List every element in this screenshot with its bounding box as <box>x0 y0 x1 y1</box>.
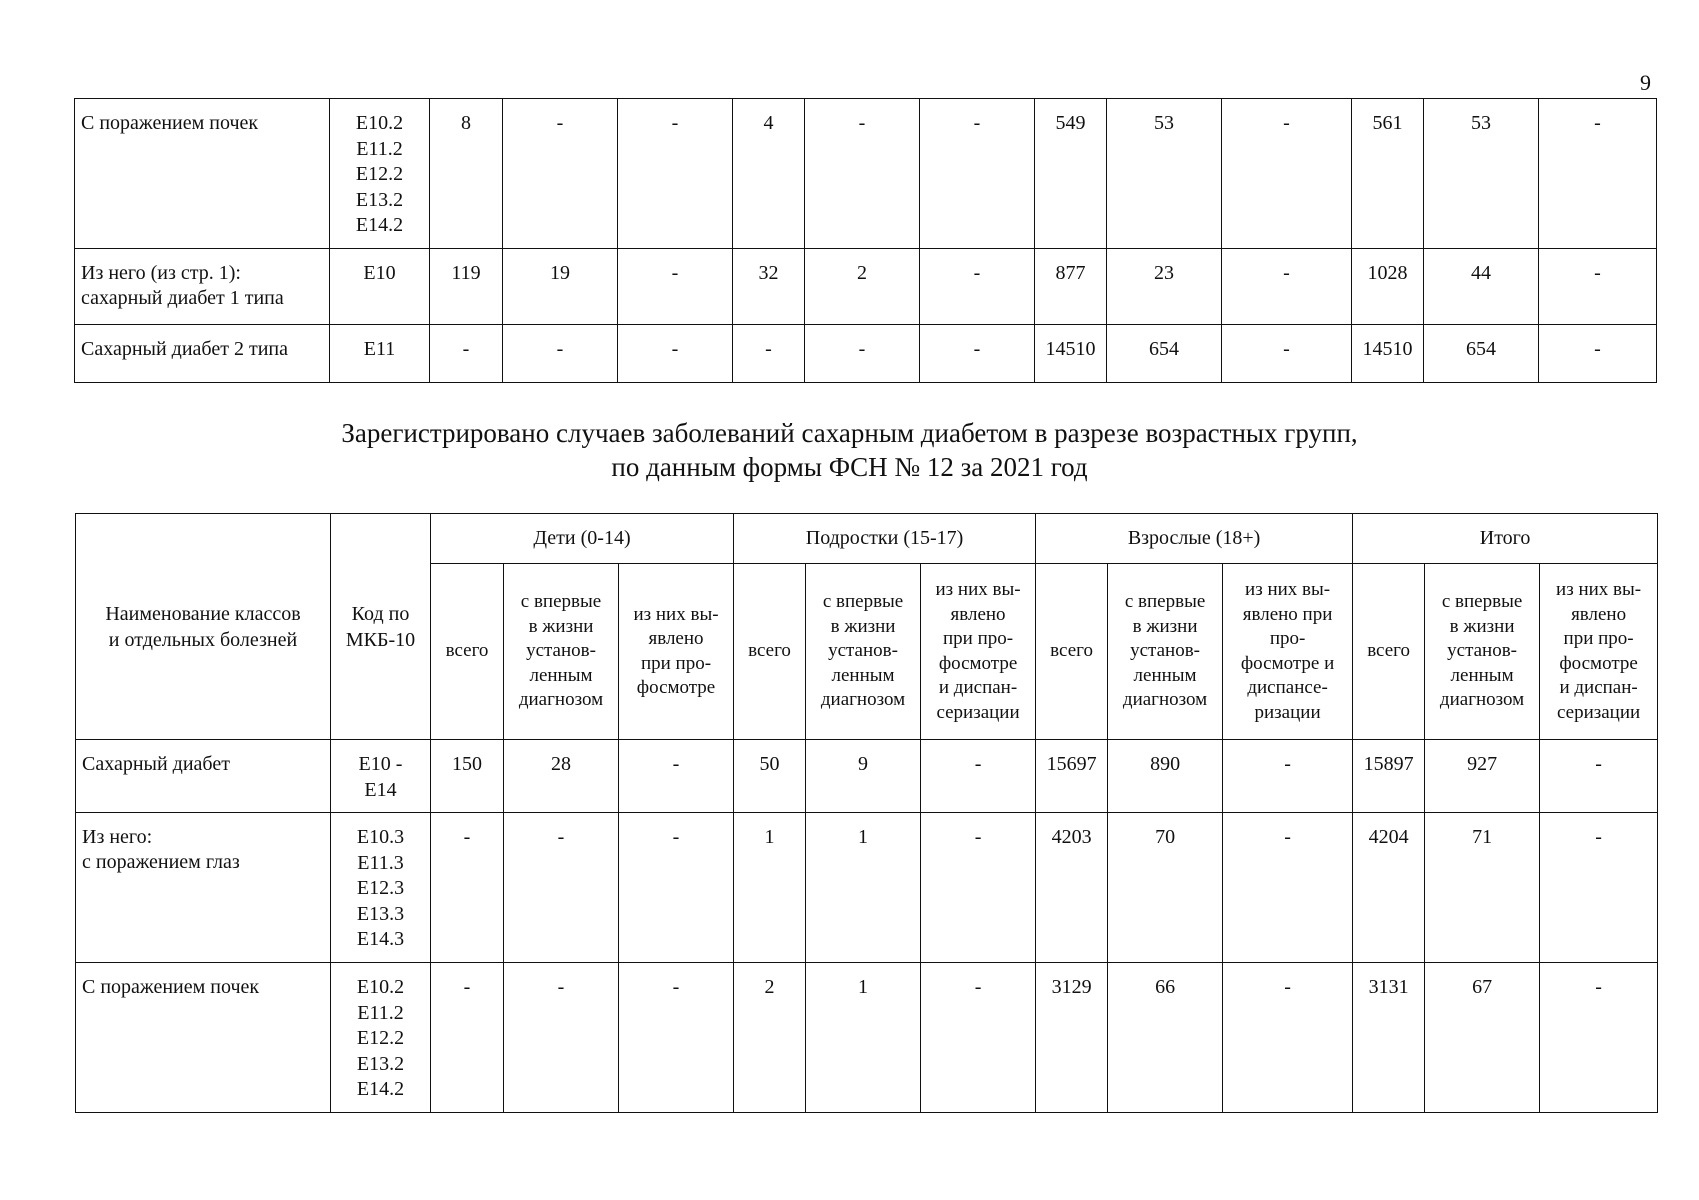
value-cell: - <box>504 813 619 963</box>
value-cell: 14510 <box>1035 325 1107 383</box>
table-row <box>75 249 1657 325</box>
value-cell: 890 <box>1108 740 1223 813</box>
value-cell: 2 <box>734 963 806 1113</box>
header-first-diagnosed: с впервые в жизни установ- ленным диагнозом <box>1108 564 1223 740</box>
header-group-children: Дети (0-14) <box>431 514 734 564</box>
table-row <box>75 99 1657 249</box>
page-number: 9 <box>1640 70 1651 95</box>
icd-code: E10.3 E11.3 E12.3 E13.3 E14.3 <box>331 813 431 963</box>
value-cell: 67 <box>1425 963 1540 1113</box>
value-cell: 1 <box>734 813 806 963</box>
row-name: Из него: с поражением глаз <box>76 813 331 963</box>
value-cell: 654 <box>1107 325 1222 383</box>
value-cell: - <box>1539 99 1657 249</box>
value-cell: - <box>1540 740 1658 813</box>
value-cell: 15697 <box>1036 740 1108 813</box>
value-cell: 8 <box>430 99 503 249</box>
value-cell: - <box>805 99 920 249</box>
row-name: Сахарный диабет <box>76 740 331 813</box>
value-cell: - <box>618 325 733 383</box>
value-cell: 53 <box>1424 99 1539 249</box>
header-name-column: Наименование классов и отдельных болезней <box>76 514 331 740</box>
value-cell: - <box>1539 325 1657 383</box>
value-cell: 9 <box>806 740 921 813</box>
table-row <box>76 963 1658 1113</box>
header-total: всего <box>1036 564 1108 740</box>
value-cell: - <box>618 249 733 325</box>
value-cell: 50 <box>734 740 806 813</box>
value-cell: 53 <box>1107 99 1222 249</box>
icd-code: E11 <box>330 325 430 383</box>
header-row-groups <box>76 514 1658 564</box>
value-cell: 23 <box>1107 249 1222 325</box>
value-cell: - <box>921 740 1036 813</box>
value-cell: - <box>920 325 1035 383</box>
table-row <box>75 325 1657 383</box>
header-detected-at-checkup: из них вы- явлено при про- фосмотре и диспан- серизации <box>921 564 1036 740</box>
age-groups-table <box>75 513 1658 1113</box>
value-cell: - <box>733 325 805 383</box>
header-group-total: Итого <box>1353 514 1658 564</box>
header-detected-at-checkup: из них вы- явлено при про- фосмотре и диспансе- ризации <box>1223 564 1353 740</box>
value-cell: 66 <box>1108 963 1223 1113</box>
value-cell: 1 <box>806 963 921 1113</box>
header-code-column: Код по МКБ-10 <box>331 514 431 740</box>
value-cell: 28 <box>504 740 619 813</box>
value-cell: - <box>921 963 1036 1113</box>
value-cell: - <box>1223 963 1353 1113</box>
top-table <box>74 98 1657 383</box>
header-detected-at-checkup: из них вы- явлено при про- фосмотре и диспан- серизации <box>1540 564 1658 740</box>
table-row <box>76 740 1658 813</box>
value-cell: 561 <box>1352 99 1424 249</box>
row-name: С поражением почек <box>75 99 330 249</box>
value-cell: 1028 <box>1352 249 1424 325</box>
value-cell: - <box>431 813 504 963</box>
value-cell: 71 <box>1425 813 1540 963</box>
value-cell: 119 <box>430 249 503 325</box>
value-cell: - <box>1222 249 1352 325</box>
icd-code: E10 - E14 <box>331 740 431 813</box>
row-name: Сахарный диабет 2 типа <box>75 325 330 383</box>
header-total: всего <box>1353 564 1425 740</box>
value-cell: 4203 <box>1036 813 1108 963</box>
value-cell: - <box>1539 249 1657 325</box>
value-cell: - <box>503 99 618 249</box>
value-cell: 549 <box>1035 99 1107 249</box>
value-cell: 2 <box>805 249 920 325</box>
value-cell: 19 <box>503 249 618 325</box>
value-cell: - <box>805 325 920 383</box>
header-total: всего <box>734 564 806 740</box>
value-cell: 4204 <box>1353 813 1425 963</box>
value-cell: - <box>1540 813 1658 963</box>
value-cell: - <box>504 963 619 1113</box>
value-cell: - <box>920 99 1035 249</box>
value-cell: - <box>1222 99 1352 249</box>
header-total: всего <box>431 564 504 740</box>
header-first-diagnosed: с впервые в жизни установ- ленным диагнозом <box>806 564 921 740</box>
value-cell: - <box>503 325 618 383</box>
icd-code: E10 <box>330 249 430 325</box>
value-cell: 877 <box>1035 249 1107 325</box>
value-cell: 3129 <box>1036 963 1108 1113</box>
table-row <box>76 813 1658 963</box>
value-cell: 4 <box>733 99 805 249</box>
value-cell: - <box>619 813 734 963</box>
value-cell: 14510 <box>1352 325 1424 383</box>
value-cell: - <box>1540 963 1658 1113</box>
header-first-diagnosed: с впервые в жизни установ- ленным диагнозом <box>504 564 619 740</box>
header-detected-at-checkup: из них вы- явлено при про- фосмотре <box>619 564 734 740</box>
value-cell: - <box>920 249 1035 325</box>
section-title-line-1: Зарегистрировано случаев заболеваний сахарным диабетом в разрезе возрастных групп, <box>341 418 1358 448</box>
value-cell: - <box>619 740 734 813</box>
value-cell: - <box>618 99 733 249</box>
value-cell: - <box>1223 740 1353 813</box>
value-cell: 44 <box>1424 249 1539 325</box>
header-group-adults: Взрослые (18+) <box>1036 514 1353 564</box>
value-cell: 15897 <box>1353 740 1425 813</box>
value-cell: - <box>921 813 1036 963</box>
value-cell: - <box>1223 813 1353 963</box>
value-cell: 654 <box>1424 325 1539 383</box>
value-cell: - <box>430 325 503 383</box>
value-cell: - <box>431 963 504 1113</box>
value-cell: - <box>1222 325 1352 383</box>
icd-code: E10.2 E11.2 E12.2 E13.2 E14.2 <box>330 99 430 249</box>
section-title-line-2: по данным формы ФСН № 12 за 2021 год <box>611 452 1088 482</box>
row-name: Из него (из стр. 1): сахарный диабет 1 типа <box>75 249 330 325</box>
value-cell: 1 <box>806 813 921 963</box>
value-cell: 927 <box>1425 740 1540 813</box>
value-cell: 150 <box>431 740 504 813</box>
icd-code: E10.2 E11.2 E12.2 E13.2 E14.2 <box>331 963 431 1113</box>
header-first-diagnosed: с впервые в жизни установ- ленным диагнозом <box>1425 564 1540 740</box>
section-title <box>0 416 1699 484</box>
header-group-teens: Подростки (15-17) <box>734 514 1036 564</box>
value-cell: 32 <box>733 249 805 325</box>
value-cell: - <box>619 963 734 1113</box>
row-name: С поражением почек <box>76 963 331 1113</box>
value-cell: 70 <box>1108 813 1223 963</box>
value-cell: 3131 <box>1353 963 1425 1113</box>
